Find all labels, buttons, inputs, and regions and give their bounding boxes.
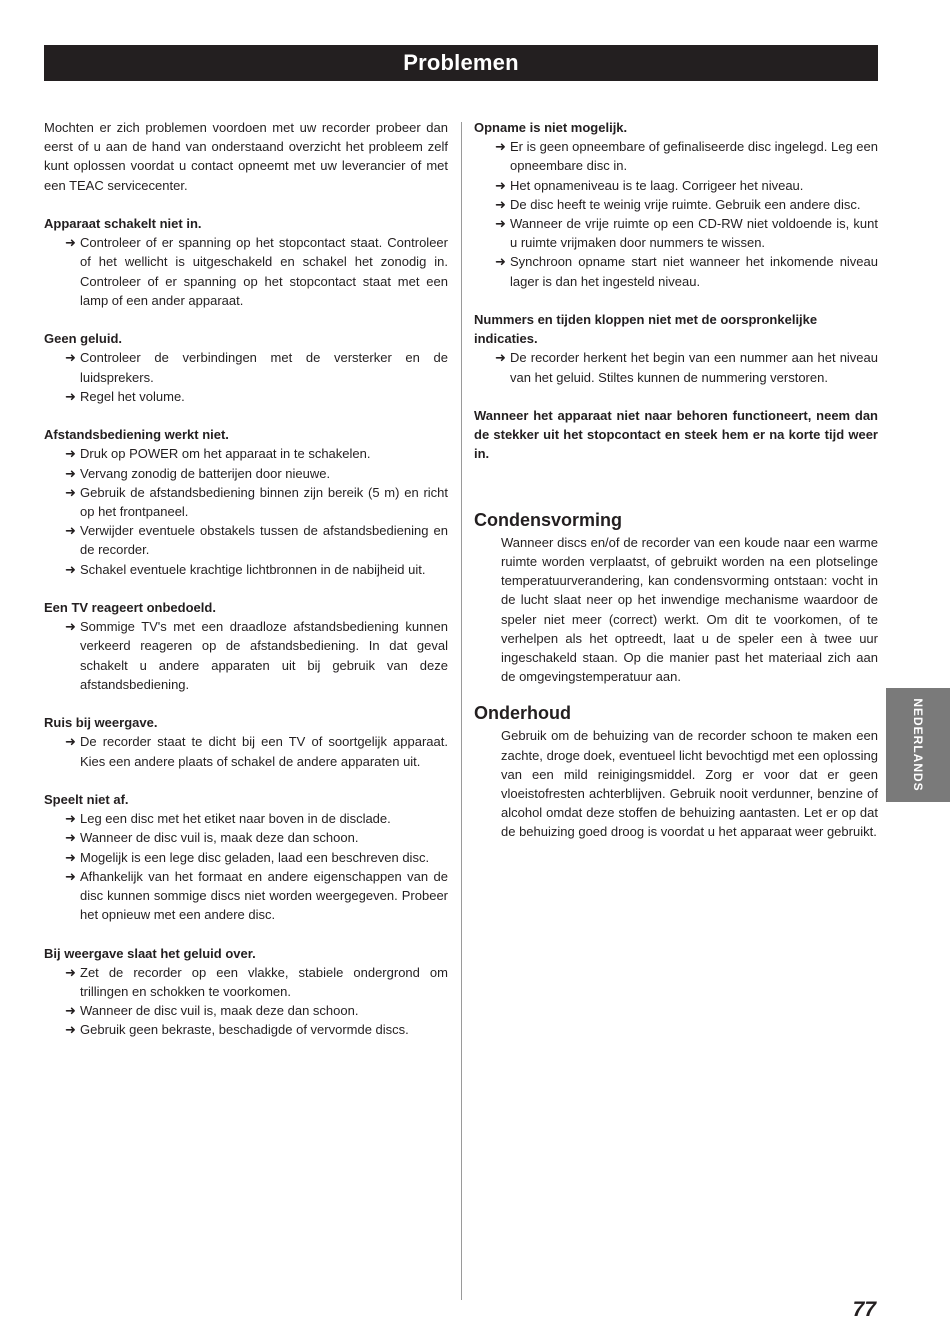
solution-text: Schakel eventuele krachtige lichtbronnen in de nabijheid uit. [80, 561, 426, 577]
arrow-right-icon: ➜ [65, 734, 76, 750]
arrow-right-icon: ➜ [65, 868, 76, 884]
arrow-right-icon: ➜ [65, 619, 76, 635]
problem-heading: Nummers en tijden kloppen niet met de oorspronkelijke indicaties. [474, 312, 818, 347]
solution-text: Het opnameniveau is te laag. Corrigeer het niveau. [510, 177, 804, 193]
problem-heading: Bij weergave slaat het geluid over. [44, 945, 256, 961]
problem-section [44, 425, 448, 579]
solution-list [44, 809, 448, 924]
arrow-right-icon: ➜ [495, 139, 506, 155]
arrow-right-icon: ➜ [65, 235, 76, 251]
arrow-right-icon: ➜ [65, 811, 76, 827]
arrow-right-icon: ➜ [65, 350, 76, 366]
problem-section [474, 310, 878, 387]
solution-item [44, 732, 448, 770]
solution-item [44, 848, 448, 867]
problem-heading: Speelt niet af. [44, 792, 129, 808]
solution-item [44, 483, 448, 521]
problem-heading: Apparaat schakelt niet in. [44, 216, 202, 231]
solution-text: Druk op POWER om het apparaat in te schakelen. [80, 446, 371, 462]
arrow-right-icon: ➜ [65, 1003, 76, 1019]
language-tab [886, 688, 950, 802]
problem-section [44, 214, 448, 310]
arrow-right-icon: ➜ [495, 177, 506, 193]
arrow-right-icon: ➜ [65, 446, 76, 462]
solution-item [44, 1001, 448, 1020]
problem-section [44, 329, 448, 406]
solution-list [44, 348, 448, 406]
solution-item [474, 348, 878, 386]
solution-text: Afhankelijk van het formaat en andere eigenschappen van de disc kunnen sommige discs niet worden weergegeven. Probeer het opnieuw met een andere disc. [80, 868, 448, 923]
solution-text: Mogelijk is een lege disc geladen, laad een beschreven disc. [80, 849, 430, 865]
problem-section [44, 790, 448, 924]
problem-section [474, 118, 878, 291]
left-troubleshooting-list [44, 214, 448, 1040]
intro-paragraph: Mochten er zich problemen voordoen met uw recorder probeer dan eerst of u aan de hand van onderstaand overzicht het probleem zelf kunt oplossen voordat u contact opneemt met uw leverancier of met een TEAC servicecenter. [44, 120, 448, 193]
solution-text: Gebruik geen bekraste, beschadigde of vervormde discs. [80, 1022, 409, 1038]
arrow-right-icon: ➜ [495, 216, 506, 232]
onderhoud-heading: Onderhoud [474, 703, 571, 724]
solution-item [474, 137, 878, 175]
solution-list [474, 137, 878, 291]
solution-text: De disc heeft te weinig vrije ruimte. Gebruik een andere disc. [510, 196, 861, 212]
solution-item [474, 195, 878, 214]
arrow-right-icon: ➜ [65, 561, 76, 577]
arrow-right-icon: ➜ [65, 1022, 76, 1038]
solution-list [44, 617, 448, 694]
solution-text: Gebruik de afstandsbediening binnen zijn bereik (5 m) en richt op het frontpaneel. [80, 484, 448, 520]
solution-list [44, 444, 448, 578]
solution-item [44, 867, 448, 925]
left-column [44, 118, 448, 1059]
reset-note: Wanneer het apparaat niet naar behoren functioneert, neem dan de stekker uit het stopcontact en steek hem er na korte tijd weer in. [474, 408, 878, 462]
solution-text: Regel het volume. [80, 388, 185, 404]
solution-item [44, 963, 448, 1001]
column-divider [461, 122, 462, 1300]
solution-item [44, 233, 448, 310]
solution-item [44, 828, 448, 847]
arrow-right-icon: ➜ [495, 254, 506, 270]
problem-section [44, 944, 448, 1040]
solution-list [44, 732, 448, 770]
condensvorming-heading: Condensvorming [474, 509, 623, 530]
arrow-right-icon: ➜ [65, 484, 76, 500]
solution-item [44, 617, 448, 694]
solution-text: Wanneer de disc vuil is, maak deze dan schoon. [80, 830, 359, 846]
solution-item [44, 1020, 448, 1039]
solution-text: Wanneer de vrije ruimte op een CD-RW niet voldoende is, kunt u ruimte vrijmaken door nummers te wissen. [510, 216, 878, 251]
solution-item [44, 348, 448, 386]
solution-text: Sommige TV's met een draadloze afstandsbediening kunnen verkeerd reageren op de afstandsbediening. In dat geval schakelt u andere apparaten uit bij gebruik van deze afstandsbediening. [80, 619, 448, 692]
onderhoud-text: Gebruik om de behuizing van de recorder schoon te maken een zachte, droge doek, eventueel licht bevochtigd met een oplossing van een mild reinigingsmiddel. Zorg er voor dat er geen vloeistofresten achterblijven. Gebruik nooit verdunner, benzine of alcohol omdat deze stoffen de behuizing aantasten. Let er op dat de behuizing goed droog is voordat u het apparaat weer gebruikt. [501, 728, 878, 840]
solution-list [44, 963, 448, 1040]
solution-item [44, 464, 448, 483]
solution-text: Vervang zonodig de batterijen door nieuwe. [80, 465, 331, 481]
solution-list [44, 233, 448, 310]
solution-text: Verwijder eventuele obstakels tussen de afstandsbediening en de recorder. [80, 523, 448, 558]
right-troubleshooting-list [474, 118, 878, 387]
solution-text: De recorder herkent het begin van een nummer aan het niveau van het geluid. Stiltes kunnen de nummering verstoren. [510, 350, 878, 385]
solution-text: Zet de recorder op een vlakke, stabiele ondergrond om trillingen en schokken te voorkomen. [80, 964, 448, 1000]
arrow-right-icon: ➜ [65, 830, 76, 846]
solution-item [474, 252, 878, 290]
solution-text: De recorder staat te dicht bij een TV of soortgelijk apparaat. Kies een andere plaats of schakel de andere apparaten uit. [80, 734, 448, 769]
arrow-right-icon: ➜ [495, 350, 506, 366]
problem-section [44, 598, 448, 694]
arrow-right-icon: ➜ [495, 196, 506, 212]
solution-text: Controleer de verbindingen met de versterker en de luidsprekers. [80, 350, 448, 385]
condensvorming-text: Wanneer discs en/of de recorder van een koude naar een warme ruimte worden verplaatst, of gebruikt worden na een plotselinge temperatuurverandering, kan condensvorming ontstaan: vocht in de lucht slaat neer op het inwendige mechanisme waardoor de speler niet meer (correct) werkt. Om dit te voorkomen, of te verhelpen als het optreedt, laat u de speler een à twee uur ingeschakeld staan. Op die manier past het materiaal zich aan de omgevingstemperatuur aan. [501, 534, 878, 685]
problem-heading: Opname is niet mogelijk. [474, 120, 628, 135]
solution-text: Synchroon opname start niet wanneer het inkomende niveau lager is dan het ingesteld niveau. [510, 254, 878, 289]
solution-text: Wanneer de disc vuil is, maak deze dan schoon. [80, 1003, 359, 1019]
page-title: Problemen [403, 50, 519, 75]
solution-item [44, 521, 448, 559]
solution-item [474, 176, 878, 195]
arrow-right-icon: ➜ [65, 964, 76, 980]
right-column [474, 118, 878, 842]
solution-item [44, 560, 448, 579]
page-number: 77 [852, 1298, 876, 1321]
problem-section [44, 713, 448, 771]
solution-item [44, 387, 448, 406]
problem-heading: Ruis bij weergave. [44, 715, 158, 731]
arrow-right-icon: ➜ [65, 465, 76, 481]
solution-item [474, 214, 878, 252]
solution-item [44, 809, 448, 828]
solution-item [44, 444, 448, 463]
solution-list [474, 348, 878, 386]
solution-text: Er is geen opneembare of gefinaliseerde disc ingelegd. Leg een opneembare disc in. [510, 139, 878, 174]
problem-heading: Afstandsbediening werkt niet. [44, 427, 229, 443]
arrow-right-icon: ➜ [65, 523, 76, 539]
arrow-right-icon: ➜ [65, 849, 76, 865]
arrow-right-icon: ➜ [65, 388, 76, 404]
title-bar [44, 45, 878, 81]
problem-heading: Geen geluid. [44, 331, 123, 347]
solution-text: Leg een disc met het etiket naar boven in de disclade. [80, 811, 391, 827]
solution-text: Controleer of er spanning op het stopcontact staat. Controleer of het wellicht is uitgeschakeld en schakel het zonodig in. Controleer of er spanning op het stopcontact staat met een lamp of een ander apparaat. [80, 235, 448, 308]
language-tab-label: NEDERLANDS [911, 698, 925, 792]
problem-heading: Een TV reageert onbedoeld. [44, 600, 216, 616]
